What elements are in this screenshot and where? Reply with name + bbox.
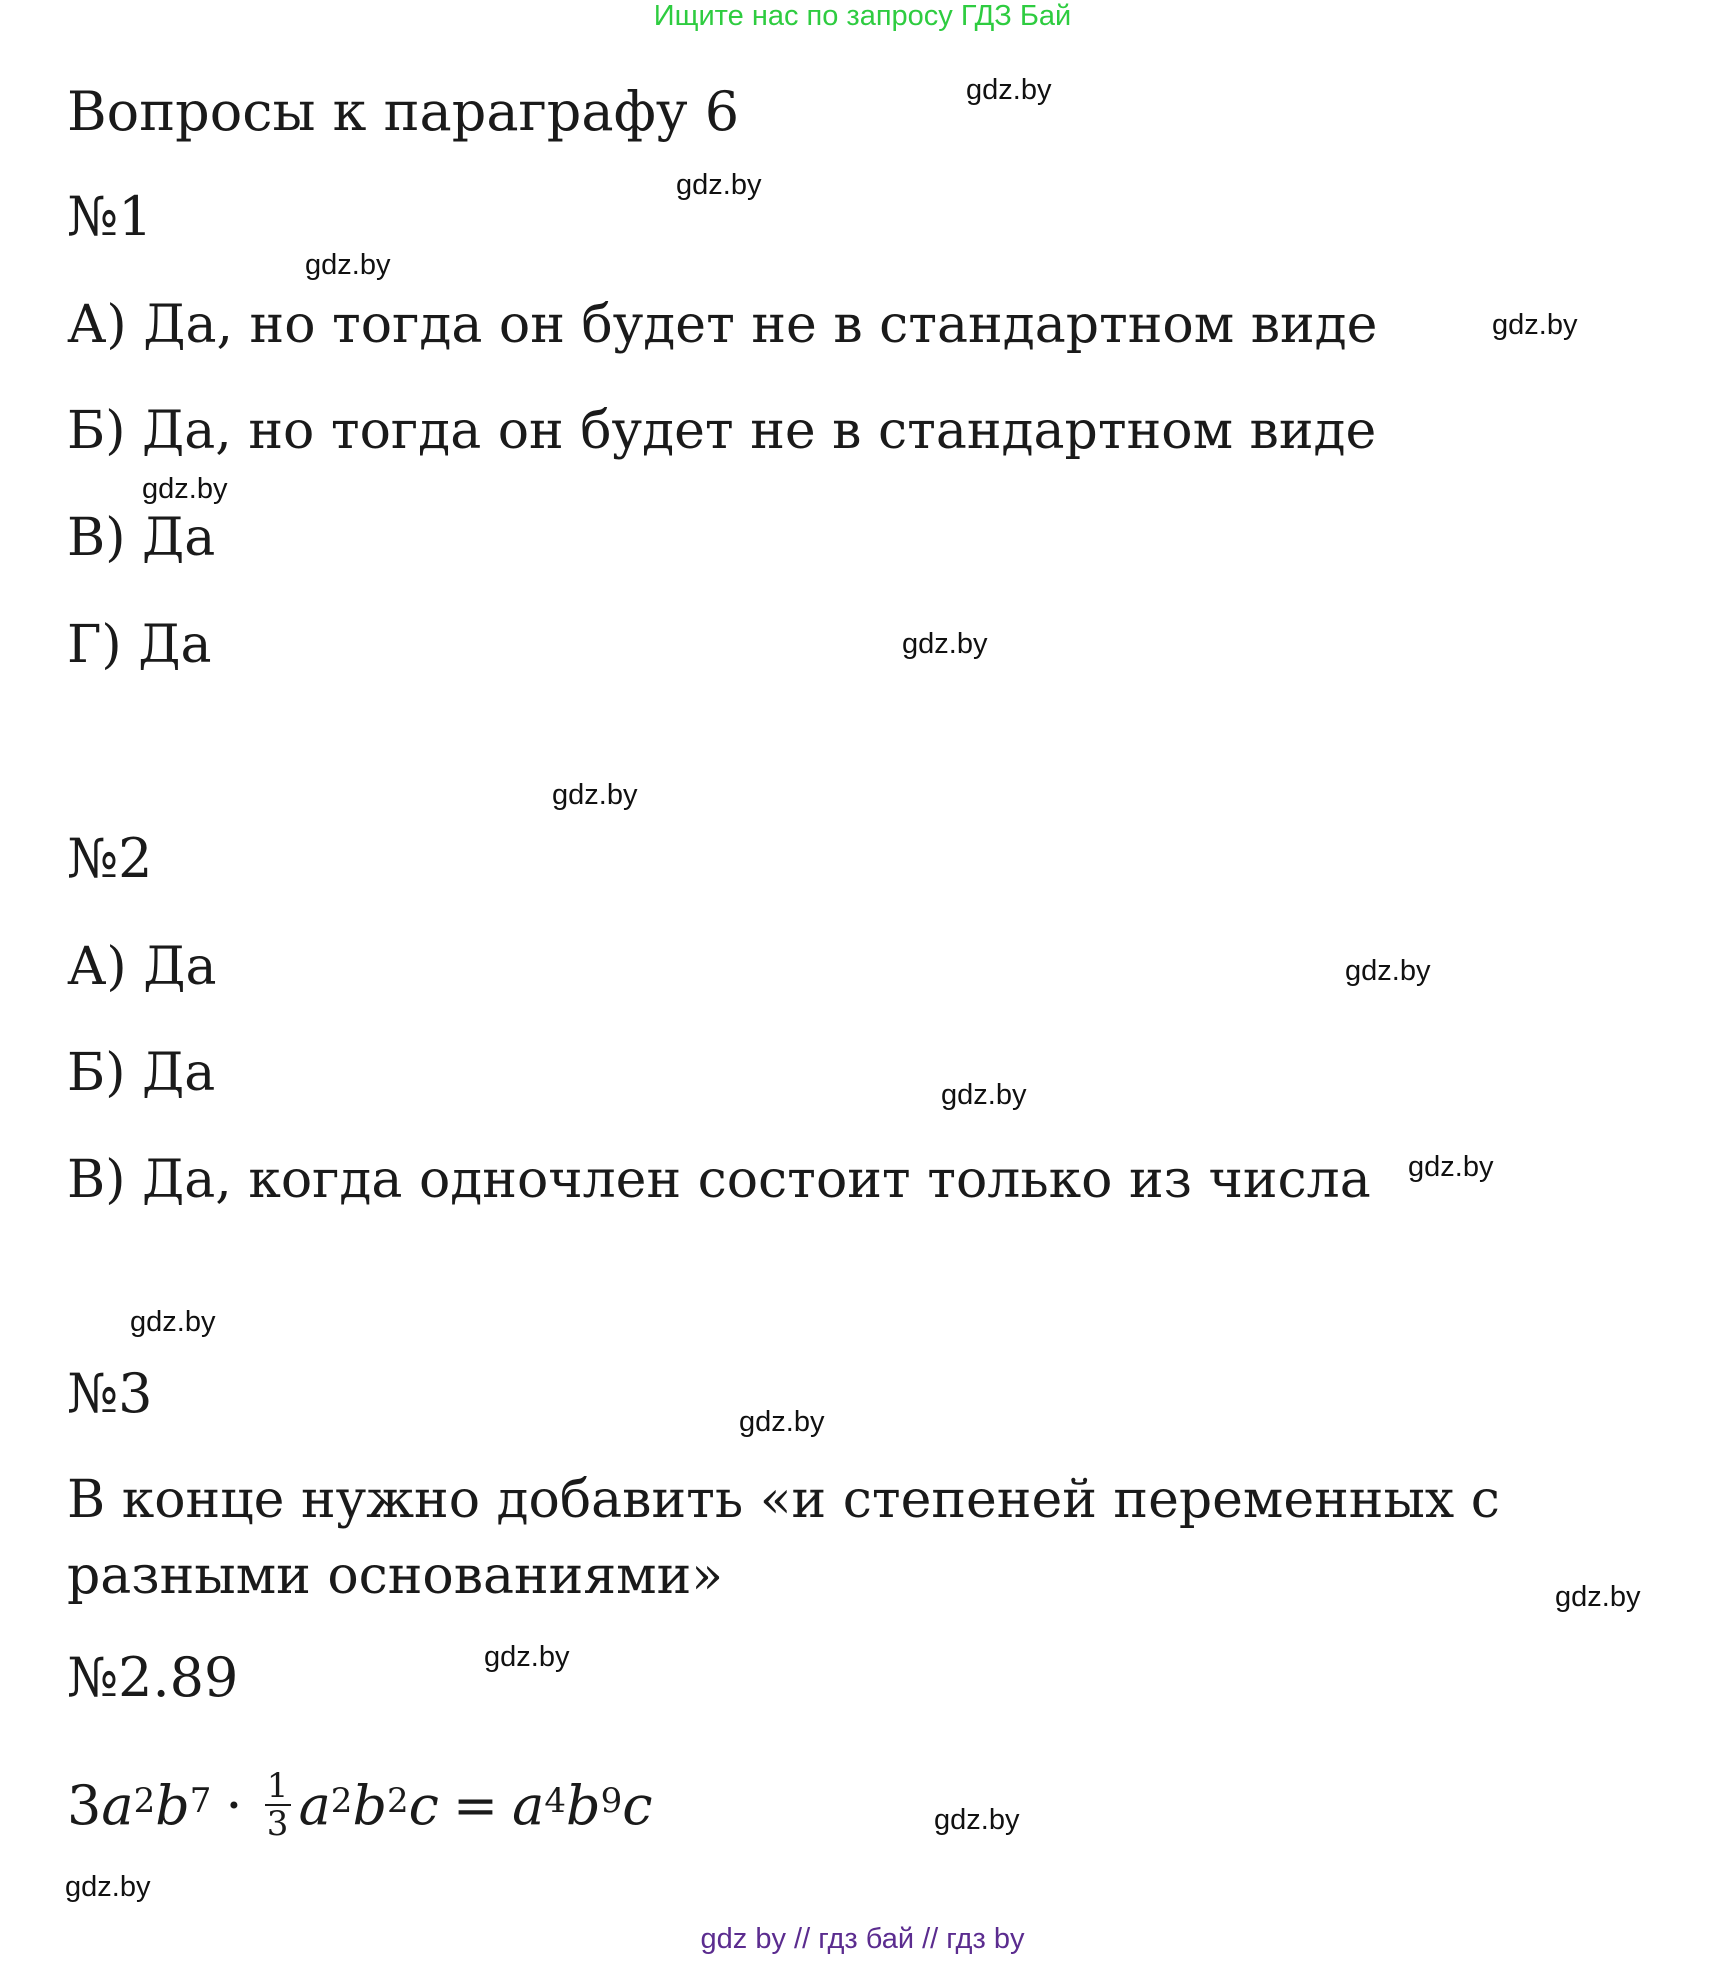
- top-banner: Ищите нас по запросу ГДЗ Бай: [653, 0, 1072, 32]
- formula-exp: 4: [544, 1781, 566, 1821]
- task-label: №2.89: [67, 1646, 239, 1709]
- formula-equals: =: [452, 1773, 499, 1837]
- question-3-label: №3: [67, 1362, 153, 1425]
- question-1-answer-c: В) Да: [67, 508, 216, 568]
- question-1-answer-b: Б) Да, но тогда он будет не в стандартном виде: [67, 401, 1377, 461]
- watermark: gdz.by: [676, 169, 762, 201]
- question-2-answer-c: В) Да, когда одночлен состоит только из числа: [67, 1150, 1371, 1210]
- question-3-text: В конце нужно добавить «и степеней переменных с разными основаниями»: [67, 1470, 1500, 1606]
- watermark: gdz.by: [484, 1641, 570, 1673]
- formula-var-a: a: [101, 1773, 134, 1837]
- formula-exp: 2: [387, 1781, 409, 1821]
- formula-var-c: c: [408, 1773, 439, 1837]
- watermark: gdz.by: [130, 1306, 216, 1338]
- formula-exp: 2: [330, 1781, 353, 1821]
- fraction-numerator: 1: [266, 1766, 289, 1806]
- question-2-answer-b: Б) Да: [67, 1043, 216, 1103]
- footer-links: gdz by // гдз бай // гдз by: [700, 1923, 1025, 1955]
- watermark: gdz.by: [1492, 309, 1578, 341]
- watermark: gdz.by: [739, 1406, 825, 1438]
- question-2-label: №2: [67, 827, 153, 890]
- question-1-answer-d: Г) Да: [67, 615, 212, 675]
- formula-coefficient: 3: [67, 1773, 102, 1837]
- task-formula: [67, 1755, 652, 1855]
- watermark: gdz.by: [941, 1079, 1027, 1111]
- fraction-denominator: 3: [266, 1804, 289, 1844]
- formula-exp: 2: [133, 1781, 156, 1821]
- watermark: gdz.by: [1555, 1581, 1641, 1613]
- page-title: Вопросы к параграфу 6: [67, 80, 740, 143]
- formula-var-a: a: [512, 1773, 545, 1837]
- formula-var-c: c: [622, 1773, 653, 1837]
- formula-var-b: b: [566, 1773, 601, 1837]
- question-1-label: №1: [67, 185, 153, 248]
- watermark: gdz.by: [305, 249, 391, 281]
- watermark: gdz.by: [934, 1804, 1020, 1836]
- watermark: gdz.by: [966, 74, 1052, 106]
- formula-dot: ·: [225, 1773, 243, 1837]
- formula-fraction: [265, 1768, 291, 1842]
- watermark: gdz.by: [65, 1871, 151, 1903]
- watermark: gdz.by: [1408, 1151, 1494, 1183]
- watermark: gdz.by: [142, 473, 228, 505]
- question-2-answer-a: А) Да: [67, 937, 217, 997]
- formula-var-b: b: [352, 1773, 388, 1837]
- watermark: gdz.by: [1345, 955, 1431, 987]
- question-1-answer-a: А) Да, но тогда он будет не в стандартном виде: [67, 295, 1378, 355]
- watermark: gdz.by: [902, 628, 988, 660]
- watermark: gdz.by: [552, 779, 638, 811]
- formula-var-b: b: [155, 1773, 190, 1837]
- formula-exp: 9: [600, 1781, 623, 1821]
- formula-exp: 7: [189, 1781, 212, 1821]
- formula-var-a: a: [298, 1773, 331, 1837]
